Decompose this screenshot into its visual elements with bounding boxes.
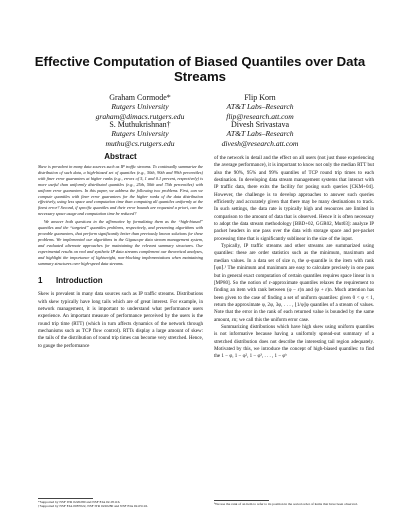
- abstract-heading: Abstract: [104, 152, 137, 161]
- abstract-paragraph: Skew is prevalent in many data sources such as IP traffic streams. To continually summarize the distribution of such data, a high-biased set of quantiles (e.g., 50th, 90th and 99th percentiles) with finer error guarantees at higher ranks (e.g., errors of 5, 1 and 0.1 percent, respectively) is more useful than uniformly distributed quantiles (e.g., 25th, 50th and 75th percentiles) with uniform error guarantees. In this paper, we address the following two problems. First, can we compute quantiles with finer error guarantees for the higher ranks of the data distribution effectively, using less space and computation time than computing all quantiles uniformly at the finest error? Second, if specific quantiles and their error bounds are requested a priori, can the necessary space usage and computation time be reduced?: [38, 164, 203, 217]
- author-name: Flip Korn: [244, 93, 276, 102]
- footnote: †Supported by NSF EIA 0087022, NSF ITR 0220280 and NSF EIA 02-05116.: [38, 504, 149, 509]
- author-name: Graham Cormode*: [109, 93, 171, 102]
- footnote-rule: [214, 500, 269, 501]
- author-affiliation: Rutgers University: [111, 129, 169, 139]
- footnotes-left: [38, 500, 203, 509]
- footnote-rule: [38, 498, 93, 499]
- body-paragraph: Skew is prevalent in many data sources such as IP traffic streams. Distributions with skew typically have long tails which are of great interest. For example, in network management, it is important to understand what performance users experience. An important measure of performance perceived by the users is the round trip time (RTT) (which in turn affects dynamics of the network through mechanisms such as TCP flow control). RTTs display a large amount of skew: the tails of the distribution of round trip times can become very stretched. Hence, to gauge the performance: [38, 291, 203, 349]
- author-email: flip@research.att.com: [226, 111, 294, 121]
- section-heading: [38, 276, 203, 285]
- author-block: [175, 120, 345, 148]
- author-email: divesh@research.att.com: [221, 138, 299, 148]
- author-affiliation: Rutgers University: [111, 102, 169, 112]
- abstract-paragraph: We answer both questions in the affirmative by formalizing them as the “high-biased” quantiles and the “targeted” quantiles problems, respectively, and presenting algorithms with provable guarantees, that perform significantly better than previously known solutions for these problems. We implemented our algorithms in the Gigascope data stream management system, and evaluated alternate approaches for maintaining the relevant summary structures. Our experimental results on real and synthetic IP data streams complement our theoretical analyses, and highlight the importance of lightweight, non-blocking implementations when maintaining summary structures over high-speed data streams.: [38, 219, 203, 266]
- author-affiliation: AT&T Labs–Research: [226, 102, 294, 112]
- author-block: [175, 93, 345, 121]
- author-name: Divesh Srivastava: [231, 120, 289, 129]
- author-email: graham@dimacs.rutgers.edu: [95, 111, 185, 121]
- author-name: S. Muthukrishnan†: [109, 120, 171, 129]
- footnote-right: ¹We use the rank of an item to refer to its position in the sorted order of items that have been observed.: [214, 502, 358, 506]
- footnote: *Supported by NSF ITR 0220280 and NSF EIA 02-05116.: [38, 500, 121, 504]
- section-title: Introduction: [56, 276, 103, 286]
- right-column: [214, 155, 374, 361]
- body-paragraph: Summarizing distributions which have high skew using uniform quantiles is not informative because having a uniformly spread-out summary of a stretched distribution does not describe the interesting tail region adequately. Motivated by this, we introduce the concept of high-biased quantiles: to find the 1 − φ, 1 − φ², 1 − φ³, . . . , 1 − φᵏ: [214, 323, 374, 360]
- paper-title: Effective Computation of Biased Quantiles over Data Streams: [34, 54, 366, 84]
- section-number: 1: [38, 276, 43, 286]
- left-column: [38, 152, 203, 350]
- body-paragraph: of the network in detail and the effect on all users (not just those experiencing the average performance), it is important to know not only the median RTT but also the 90%, 95% and 99% quantiles of TCP round trip times to each destination. In developing data stream management systems that interact with IP traffic data, there exits the facility for posing such queries [CKM+04]. However, the challenge is to develop approaches to answer such queries efficiently and accurately given that there may be many destinations to track. In such settings, the data rate is typically high and resources are limited in comparison to the amount of data that is observed. Hence it is often necessary to adopt the data stream methodology [BBD+02, GGR02, Mut03]: analyze IP packet headers in one pass over the data with storage space and per-packet processing time that is significantly sublinear in the size of the input.: [214, 155, 374, 242]
- body-paragraph: Typically, IP traffic streams and other streams are summarized using quantiles: these are order statistics such as the minimum, maximum and median values. In a data set of size n, the φ-quantile is the item with rank ⌈φn⌉.¹ The minimum and maximum are easy to calculate precisely in one pass but in general exact computation of certain quantiles requires space linear in n [MP80]. So the notion of ε-approximate quantiles relaxes the requirement to finding an item with rank between (φ − ε)n and (φ + ε)n. Much attention has been given to the case of finding a set of uniform quantiles: given 0 < φ < 1, return the approximate φ, 2φ, 3φ, . . . , ⌊1/φ⌋φ quantiles of a stream of values. Note that the error in the rank of each returned value is bounded by the same amount, εn; we call this the uniform error case.: [214, 243, 374, 323]
- author-email: muthu@cs.rutgers.edu: [105, 138, 175, 148]
- author-affiliation: AT&T Labs–Research: [226, 129, 294, 139]
